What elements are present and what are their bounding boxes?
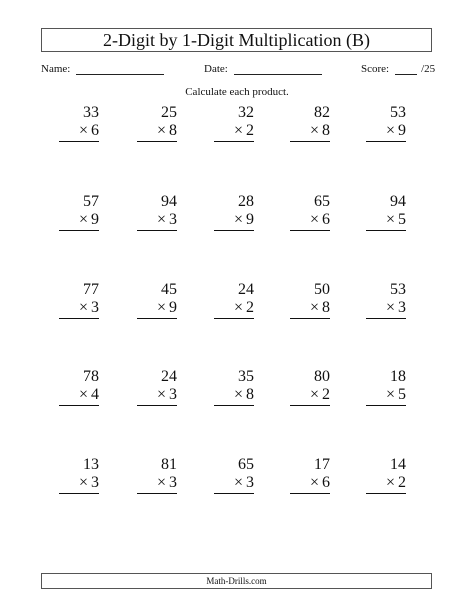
multiplier-row xyxy=(137,474,177,494)
multiplicand: 35 xyxy=(238,368,254,385)
score-blank-line[interactable] xyxy=(395,62,417,75)
multiplicand: 53 xyxy=(390,104,406,121)
multiplier-row xyxy=(366,122,406,142)
times-operator: × xyxy=(385,211,395,228)
multiplicand: 32 xyxy=(238,104,254,121)
multiplier: 3 xyxy=(246,474,254,491)
multiplier: 3 xyxy=(91,299,99,316)
multiplier: 6 xyxy=(91,122,99,139)
multiplier-row xyxy=(290,474,330,494)
date-blank-line[interactable] xyxy=(234,62,322,75)
multiplicand: 65 xyxy=(314,193,330,210)
multiplier: 5 xyxy=(398,386,406,403)
times-operator: × xyxy=(385,474,395,491)
times-operator: × xyxy=(156,299,166,316)
problem-5-1 xyxy=(59,456,99,494)
times-operator: × xyxy=(156,211,166,228)
multiplicand: 33 xyxy=(83,104,99,121)
times-operator: × xyxy=(156,474,166,491)
times-operator: × xyxy=(309,122,319,139)
problem-2-4 xyxy=(290,193,330,231)
multiplier: 2 xyxy=(398,474,406,491)
score-total: /25 xyxy=(421,63,436,75)
multiplier: 2 xyxy=(246,122,254,139)
multiplier-row xyxy=(59,122,99,142)
problem-1-4 xyxy=(290,104,330,142)
worksheet-title-box xyxy=(41,28,432,52)
problem-1-3 xyxy=(214,104,254,142)
times-operator: × xyxy=(385,299,395,316)
multiplier: 9 xyxy=(246,211,254,228)
times-operator: × xyxy=(309,474,319,491)
times-operator: × xyxy=(233,299,243,316)
multiplier-row xyxy=(366,474,406,494)
date-label: Date: xyxy=(204,63,228,75)
multiplicand: 53 xyxy=(390,281,406,298)
multiplicand: 28 xyxy=(238,193,254,210)
multiplier-row xyxy=(290,386,330,406)
multiplier-row xyxy=(366,299,406,319)
info-row xyxy=(0,62,474,80)
score-label: Score: xyxy=(361,63,390,75)
times-operator: × xyxy=(78,386,88,403)
multiplier-row xyxy=(59,386,99,406)
times-operator: × xyxy=(233,474,243,491)
times-operator: × xyxy=(385,122,395,139)
multiplicand: 25 xyxy=(161,104,177,121)
multiplier: 3 xyxy=(169,386,177,403)
times-operator: × xyxy=(309,299,319,316)
multiplier: 3 xyxy=(398,299,406,316)
multiplier-row xyxy=(59,211,99,231)
multiplicand: 65 xyxy=(238,456,254,473)
worksheet-title: 2-Digit by 1-Digit Multiplication (B) xyxy=(103,29,370,50)
multiplier: 9 xyxy=(398,122,406,139)
instruction-text: Calculate each product. xyxy=(185,86,289,98)
name-blank-line[interactable] xyxy=(76,62,164,75)
multiplier: 3 xyxy=(169,474,177,491)
problem-5-3 xyxy=(214,456,254,494)
multiplier: 8 xyxy=(246,386,254,403)
multiplicand: 45 xyxy=(161,281,177,298)
multiplier: 5 xyxy=(398,211,406,228)
multiplier-row xyxy=(214,474,254,494)
footer-box xyxy=(41,573,432,589)
multiplier: 4 xyxy=(91,386,99,403)
problem-4-4 xyxy=(290,368,330,406)
times-operator: × xyxy=(233,211,243,228)
multiplier-row xyxy=(214,386,254,406)
multiplier-row xyxy=(366,211,406,231)
multiplier-row xyxy=(290,211,330,231)
multiplier-row xyxy=(290,122,330,142)
footer-text: Math-Drills.com xyxy=(206,576,267,586)
multiplicand: 24 xyxy=(161,368,177,385)
times-operator: × xyxy=(156,122,166,139)
problem-1-5 xyxy=(366,104,406,142)
multiplier-row xyxy=(214,122,254,142)
multiplicand: 50 xyxy=(314,281,330,298)
problem-2-1 xyxy=(59,193,99,231)
problem-4-2 xyxy=(137,368,177,406)
multiplier: 6 xyxy=(322,211,330,228)
multiplier-row xyxy=(59,299,99,319)
multiplicand: 94 xyxy=(390,193,406,210)
times-operator: × xyxy=(233,122,243,139)
problem-5-2 xyxy=(137,456,177,494)
multiplicand: 78 xyxy=(83,368,99,385)
problem-5-4 xyxy=(290,456,330,494)
problem-5-5 xyxy=(366,456,406,494)
multiplicand: 13 xyxy=(83,456,99,473)
multiplicand: 77 xyxy=(83,281,99,298)
multiplier-row xyxy=(366,386,406,406)
multiplicand: 82 xyxy=(314,104,330,121)
multiplier: 3 xyxy=(91,474,99,491)
problem-1-2 xyxy=(137,104,177,142)
name-label: Name: xyxy=(41,63,71,75)
name-field xyxy=(41,62,164,75)
problem-4-3 xyxy=(214,368,254,406)
multiplier: 9 xyxy=(91,211,99,228)
multiplicand: 94 xyxy=(161,193,177,210)
times-operator: × xyxy=(233,386,243,403)
times-operator: × xyxy=(78,299,88,316)
times-operator: × xyxy=(78,474,88,491)
multiplier: 8 xyxy=(322,299,330,316)
multiplier: 9 xyxy=(169,299,177,316)
problem-2-3 xyxy=(214,193,254,231)
times-operator: × xyxy=(78,211,88,228)
problem-1-1 xyxy=(59,104,99,142)
times-operator: × xyxy=(385,386,395,403)
times-operator: × xyxy=(78,122,88,139)
multiplicand: 18 xyxy=(390,368,406,385)
multiplicand: 17 xyxy=(314,456,330,473)
problem-3-2 xyxy=(137,281,177,319)
problem-3-5 xyxy=(366,281,406,319)
problem-2-5 xyxy=(366,193,406,231)
problem-3-1 xyxy=(59,281,99,319)
problem-3-4 xyxy=(290,281,330,319)
multiplier: 8 xyxy=(322,122,330,139)
multiplier: 6 xyxy=(322,474,330,491)
multiplier: 8 xyxy=(169,122,177,139)
multiplier-row xyxy=(59,474,99,494)
multiplier-row xyxy=(214,299,254,319)
multiplier-row xyxy=(137,386,177,406)
problem-2-2 xyxy=(137,193,177,231)
problem-3-3 xyxy=(214,281,254,319)
multiplier: 2 xyxy=(246,299,254,316)
multiplicand: 80 xyxy=(314,368,330,385)
multiplier-row xyxy=(290,299,330,319)
multiplicand: 57 xyxy=(83,193,99,210)
problem-4-5 xyxy=(366,368,406,406)
times-operator: × xyxy=(156,386,166,403)
multiplier-row xyxy=(137,299,177,319)
multiplicand: 14 xyxy=(390,456,406,473)
score-field xyxy=(361,62,435,75)
multiplier-row xyxy=(214,211,254,231)
multiplier-row xyxy=(137,211,177,231)
multiplier: 2 xyxy=(322,386,330,403)
multiplicand: 24 xyxy=(238,281,254,298)
problem-4-1 xyxy=(59,368,99,406)
date-field xyxy=(204,62,322,75)
times-operator: × xyxy=(309,386,319,403)
times-operator: × xyxy=(309,211,319,228)
multiplier: 3 xyxy=(169,211,177,228)
multiplier-row xyxy=(137,122,177,142)
multiplicand: 81 xyxy=(161,456,177,473)
